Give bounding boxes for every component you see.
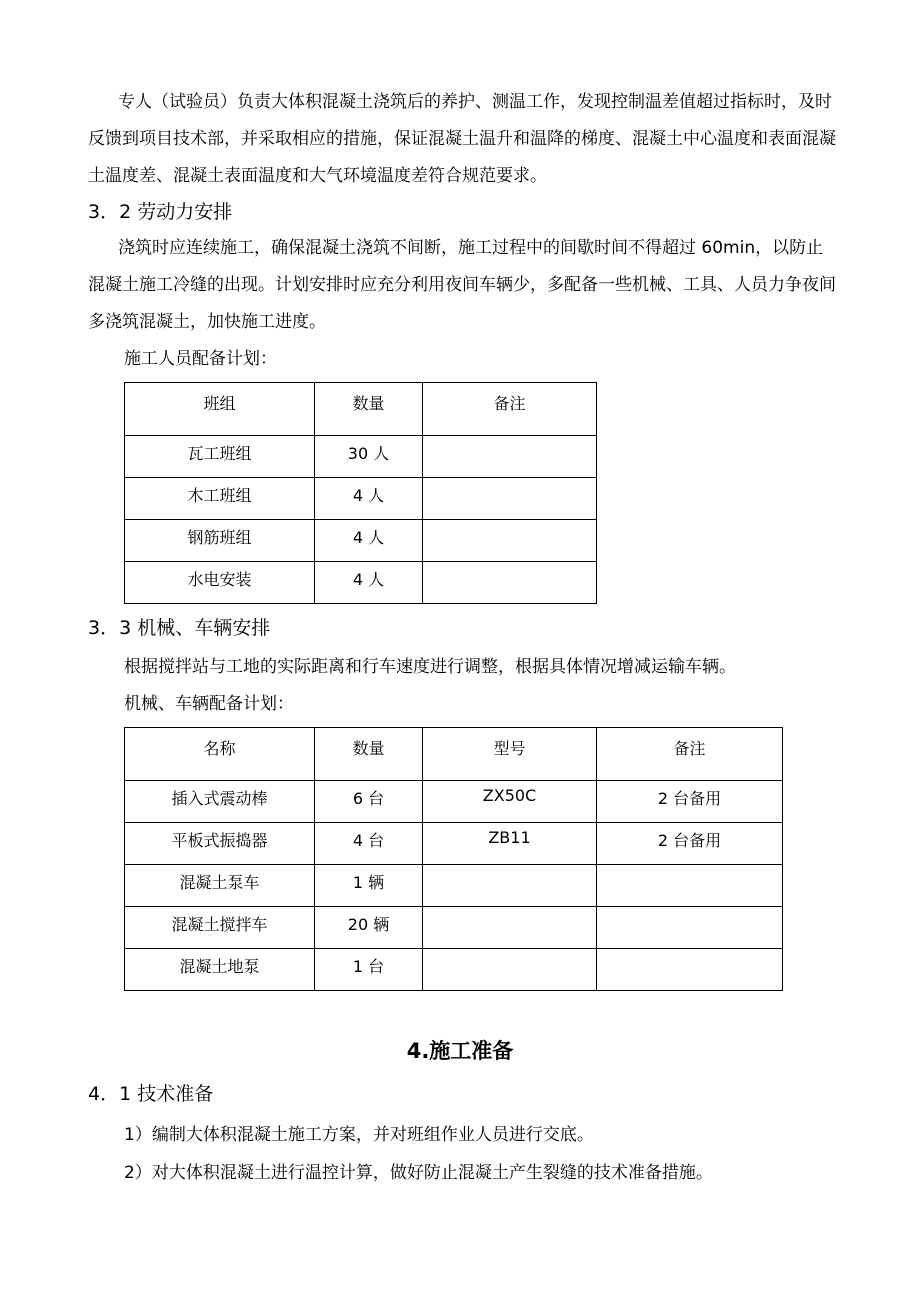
section-3-3-paragraph: 根据搅拌站与工地的实际距离和行车速度进行调整，根据具体情况增减运输车辆。: [124, 657, 736, 677]
section-3-2-heading: 3．2 劳动力安排: [88, 201, 233, 223]
intro-paragraph: 专人（试验员）负责大体积混凝土浇筑后的养护、测温工作，发现控制温差值超过指标时，及时反馈到项目技术部，并采取相应的措施，保证混凝土温升和温降的梯度、混凝土中心温度和表面混凝土温度差、混凝土表面温度和大气环境温度差符合规范要求。: [88, 92, 836, 186]
table-cell: 2 台备用: [597, 781, 783, 823]
table-cell: [597, 949, 783, 991]
section-3-3-heading: 3．3 机械、车辆安排: [88, 617, 271, 639]
table-cell: [423, 478, 597, 520]
table-cell: [597, 865, 783, 907]
table-row: [125, 907, 783, 949]
table-row: [125, 781, 783, 823]
table-cell: 4 台: [315, 823, 423, 865]
table-cell: 1 辆: [315, 865, 423, 907]
table-row: [125, 562, 597, 604]
table-cell: ZB11: [423, 823, 597, 865]
table-cell: 4 人: [315, 478, 423, 520]
staff-table: [124, 382, 597, 604]
table-header-cell: 名称: [125, 728, 315, 781]
table-cell: 20 辆: [315, 907, 423, 949]
table-cell: 4 人: [315, 520, 423, 562]
table-cell: 4 人: [315, 562, 423, 604]
table-row: [125, 520, 597, 562]
table-cell: 插入式震动棒: [125, 781, 315, 823]
table-cell: ZX50C: [423, 781, 597, 823]
table-cell: 混凝土地泵: [125, 949, 315, 991]
table-cell: [423, 865, 597, 907]
table-row: [125, 865, 783, 907]
table-header-cell: 备注: [423, 383, 597, 436]
table-header-cell: 数量: [315, 728, 423, 781]
table-cell: [423, 520, 597, 562]
vehicle-table-label: 机械、车辆配备计划：: [124, 694, 294, 714]
section-4-title: 4.施工准备: [406, 1039, 514, 1063]
vehicle-table: [124, 727, 783, 991]
table-cell: 瓦工班组: [125, 436, 315, 478]
list-item: 1）编制大体积混凝土施工方案，并对班组作业人员进行交底。: [124, 1125, 594, 1145]
table-row: [125, 436, 597, 478]
table-cell: 30 人: [315, 436, 423, 478]
table-cell: [423, 562, 597, 604]
table-cell: 6 台: [315, 781, 423, 823]
table-cell: 水电安装: [125, 562, 315, 604]
table-cell: 钢筋班组: [125, 520, 315, 562]
table-cell: [423, 907, 597, 949]
table-cell: 混凝土搅拌车: [125, 907, 315, 949]
table-cell: 混凝土泵车: [125, 865, 315, 907]
section-4-1-heading: 4．1 技术准备: [88, 1083, 214, 1105]
table-cell: 1 台: [315, 949, 423, 991]
table-header-cell: 数量: [315, 383, 423, 436]
staff-table-label: 施工人员配备计划：: [124, 349, 277, 369]
table-header-cell: 备注: [597, 728, 783, 781]
section-3-2-paragraph: 浇筑时应连续施工，确保混凝土浇筑不间断，施工过程中的间歇时间不得超过 60min，以防止混凝土施工冷缝的出现。计划安排时应充分利用夜间车辆少，多配备一些机械、工具、人员力争夜间多浇筑混凝土，加快施工进度。: [88, 238, 836, 332]
list-item: 2）对大体积混凝土进行温控计算，做好防止混凝土产生裂缝的技术准备措施。: [124, 1163, 713, 1183]
table-header-cell: 班组: [125, 383, 315, 436]
table-row: [125, 823, 783, 865]
table-cell: 2 台备用: [597, 823, 783, 865]
table-header-row: [125, 383, 597, 436]
table-cell: 木工班组: [125, 478, 315, 520]
table-header-row: [125, 728, 783, 781]
table-cell: [423, 436, 597, 478]
table-row: [125, 949, 783, 991]
table-cell: 平板式振捣器: [125, 823, 315, 865]
table-cell: [423, 949, 597, 991]
table-header-cell: 型号: [423, 728, 597, 781]
table-row: [125, 478, 597, 520]
table-cell: [597, 907, 783, 949]
